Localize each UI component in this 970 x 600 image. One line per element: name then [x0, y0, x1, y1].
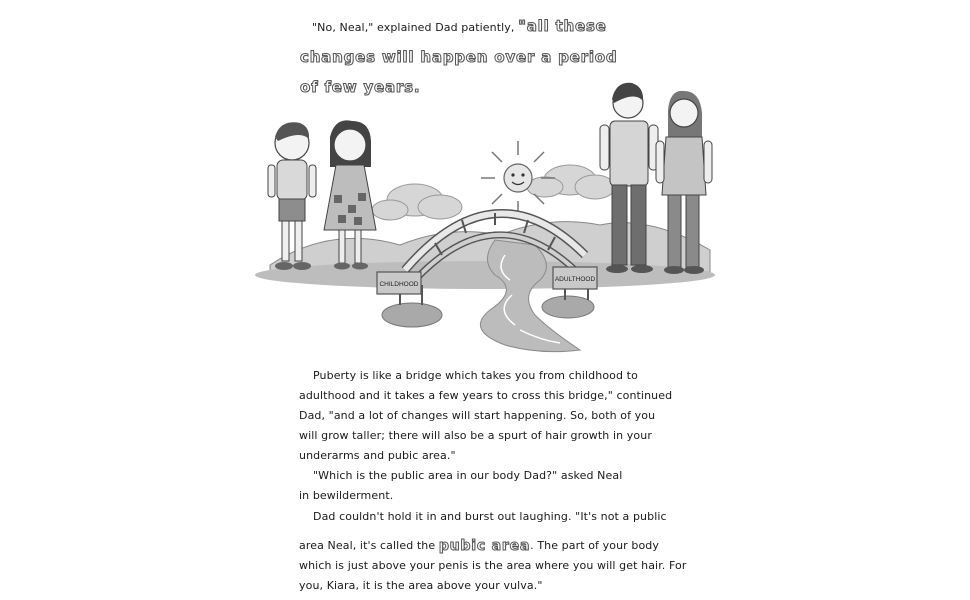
cloud-right — [527, 165, 615, 199]
story-line-2: adulthood and it takes a few years to cross this bridge," continued — [299, 389, 673, 402]
sign-childhood-label: CHILDHOOD — [379, 281, 419, 288]
intro-emphasis-1: "all these — [518, 17, 607, 35]
bush-right — [542, 296, 594, 318]
intro-emphasis-3: of few years. — [300, 78, 421, 96]
puberty-bridge-illustration — [250, 75, 720, 360]
sign-adulthood — [553, 267, 597, 300]
intro-emphasis-2: changes will happen over a period — [300, 48, 618, 66]
sign-childhood — [377, 272, 422, 305]
smiling-sun — [481, 141, 555, 215]
pubic-area-emphasis: pubic area — [438, 538, 531, 554]
story-line-9-end: . The part of your body — [530, 539, 659, 552]
story-line-1: Puberty is like a bridge which takes you from childhood to — [313, 369, 638, 382]
story-line-5: underarms and pubic area." — [299, 449, 456, 462]
story-line-9 — [299, 536, 659, 556]
story-line-4: will grow taller; there will also be a spurt of hair growth in your — [299, 429, 652, 442]
story-line-3: Dad, "and a lot of changes will start happening. So, both of you — [299, 409, 656, 422]
story-line-10: which is just above your penis is the area where you will get hair. For — [299, 559, 687, 572]
bush-left — [382, 303, 442, 327]
intro-plain-text: "No, Neal," explained Dad patiently, — [312, 21, 519, 34]
story-line-11: you, Kiara, it is the area above your vulva." — [299, 579, 543, 592]
story-line-8: Dad couldn't hold it in and burst out laughing. "It's not a public — [313, 510, 667, 523]
intro-line-1 — [312, 16, 607, 38]
cloud-left — [372, 184, 462, 220]
story-line-6: "Which is the public area in our body Dad?" asked Neal — [313, 469, 623, 482]
sign-adulthood-label: ADULTHOOD — [554, 276, 596, 283]
story-line-9-start: area Neal, it's called the — [299, 539, 439, 552]
story-line-7: in bewilderment. — [299, 489, 394, 502]
